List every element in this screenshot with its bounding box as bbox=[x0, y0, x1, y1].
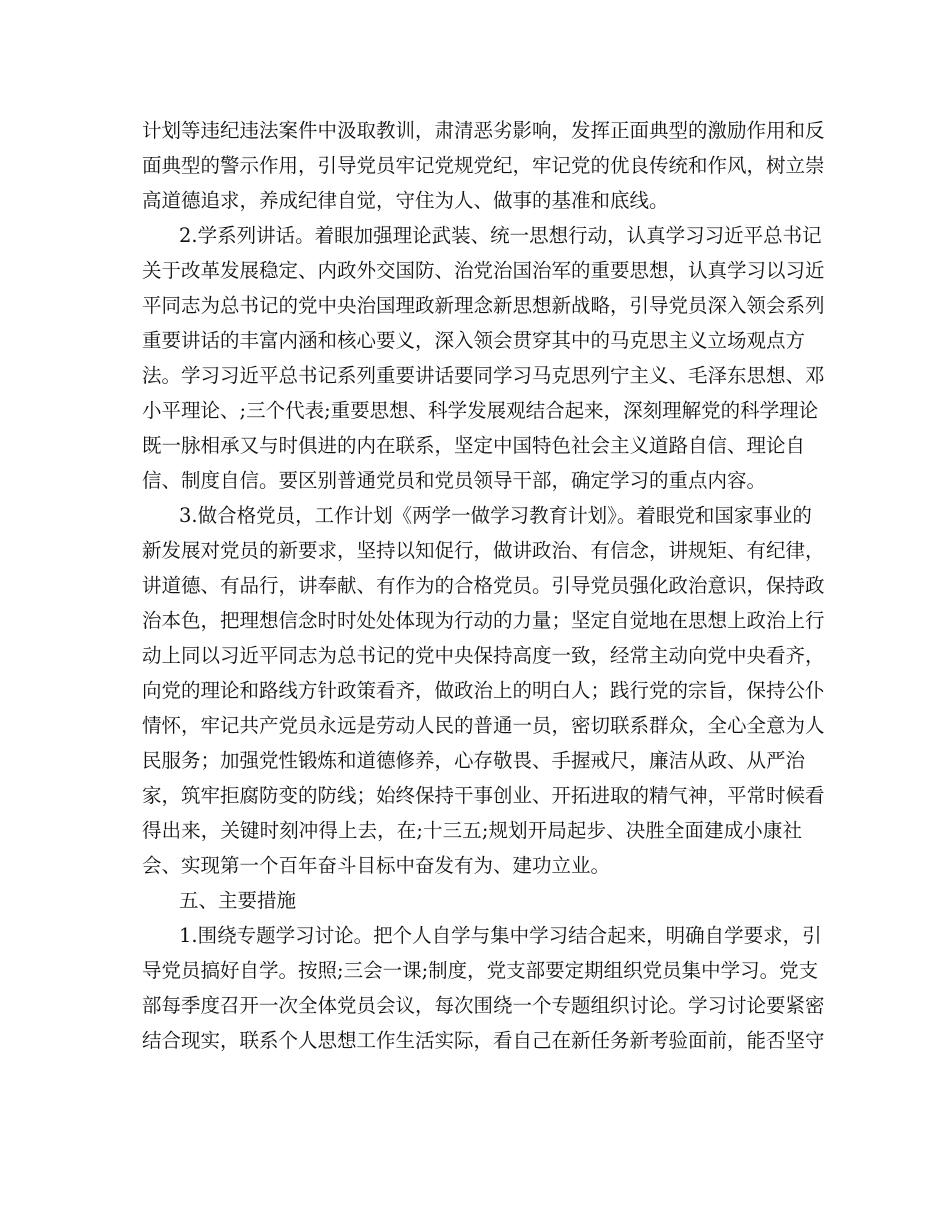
text-line: 平同志为总书记的党中央治国理政新理念新思想新战略，引导党员深入领会系列 bbox=[142, 294, 825, 317]
text-line: 既一脉相承又与时俱进的内在联系，坚定中国特色社会主义道路自信、理论自 bbox=[142, 434, 806, 457]
text-line: 情怀，牢记共产党员永远是劳动人民的普通一员，密切联系群众，全心全意为人 bbox=[142, 714, 825, 737]
section-heading: 五、主要措施 bbox=[179, 889, 297, 912]
text-line: 信、制度自信。要区别普通党员和党员领导干部，确定学习的重点内容。 bbox=[142, 469, 767, 492]
text-line: 高道德追求，养成纪律自觉，守住为人、做事的基准和底线。 bbox=[142, 189, 669, 212]
text-line: 部每季度召开一次全体党员会议，每次围绕一个专题组织讨论。学习讨论要紧密 bbox=[142, 994, 825, 1017]
text-line: 小平理论、;三个代表;重要思想、科学发展观结合起来，深刻理解党的科学理论 bbox=[142, 399, 819, 422]
text-line: 新发展对党员的新要求，坚持以知促行，做讲政治、有信念，讲规矩、有纪律， bbox=[142, 539, 825, 562]
paragraph-start-line: 1.围绕专题学习讨论。把个人自学与集中学习结合起来，明确自学要求，引 bbox=[179, 924, 822, 947]
text-line: 会、实现第一个百年奋斗目标中奋发有为、建功立业。 bbox=[142, 854, 611, 877]
text-line: 得出来，关键时刻冲得上去，在;十三五;规划开局起步、决胜全面建成小康社 bbox=[142, 819, 802, 842]
text-line: 关于改革发展稳定、内政外交国防、治党治国治军的重要思想，认真学习以习近 bbox=[142, 259, 825, 282]
text-line: 面典型的警示作用，引导党员牢记党规党纪，牢记党的优良传统和作风，树立崇 bbox=[142, 154, 825, 177]
text-line: 结合现实，联系个人思想工作生活实际，看自己在新任务新考验面前，能否坚守 bbox=[142, 1029, 825, 1052]
text-line: 法。学习习近平总书记系列重要讲话要同学习马克思列宁主义、毛泽东思想、邓 bbox=[142, 364, 825, 387]
text-line: 家，筑牢拒腐防变的防线；始终保持干事创业、开拓进取的精气神，平常时候看 bbox=[142, 784, 825, 807]
text-line: 治本色，把理想信念时时处处体现为行动的力量；坚定自觉地在思想上政治上行 bbox=[142, 609, 825, 632]
text-line: 动上同以习近平同志为总书记的党中央保持高度一致，经常主动向党中央看齐， bbox=[142, 644, 825, 667]
text-line: 民服务；加强党性锻炼和道德修养，心存敬畏、手握戒尺，廉洁从政、从严治 bbox=[142, 749, 806, 772]
text-line: 向党的理论和路线方针政策看齐，做政治上的明白人；践行党的宗旨，保持公仆 bbox=[142, 679, 825, 702]
text-line: 计划等违纪违法案件中汲取教训，肃清恶劣影响，发挥正面典型的激励作用和反 bbox=[142, 119, 825, 142]
text-line: 讲道德、有品行，讲奉献、有作为的合格党员。引导党员强化政治意识，保持政 bbox=[142, 574, 825, 597]
text-line: 重要讲话的丰富内涵和核心要义，深入领会贯穿其中的马克思主义立场观点方 bbox=[142, 329, 806, 352]
document-body bbox=[142, 113, 825, 1058]
text-line: 导党员搞好自学。按照;三会一课;制度，党支部要定期组织党员集中学习。党支 bbox=[142, 959, 819, 982]
paragraph-start-line: 3.做合格党员，工作计划《两学一做学习教育计划》。着眼党和国家事业的 bbox=[179, 504, 812, 527]
paragraph-start-line: 2.学系列讲话。着眼加强理论武装、统一思想行动，认真学习习近平总书记 bbox=[179, 224, 822, 247]
